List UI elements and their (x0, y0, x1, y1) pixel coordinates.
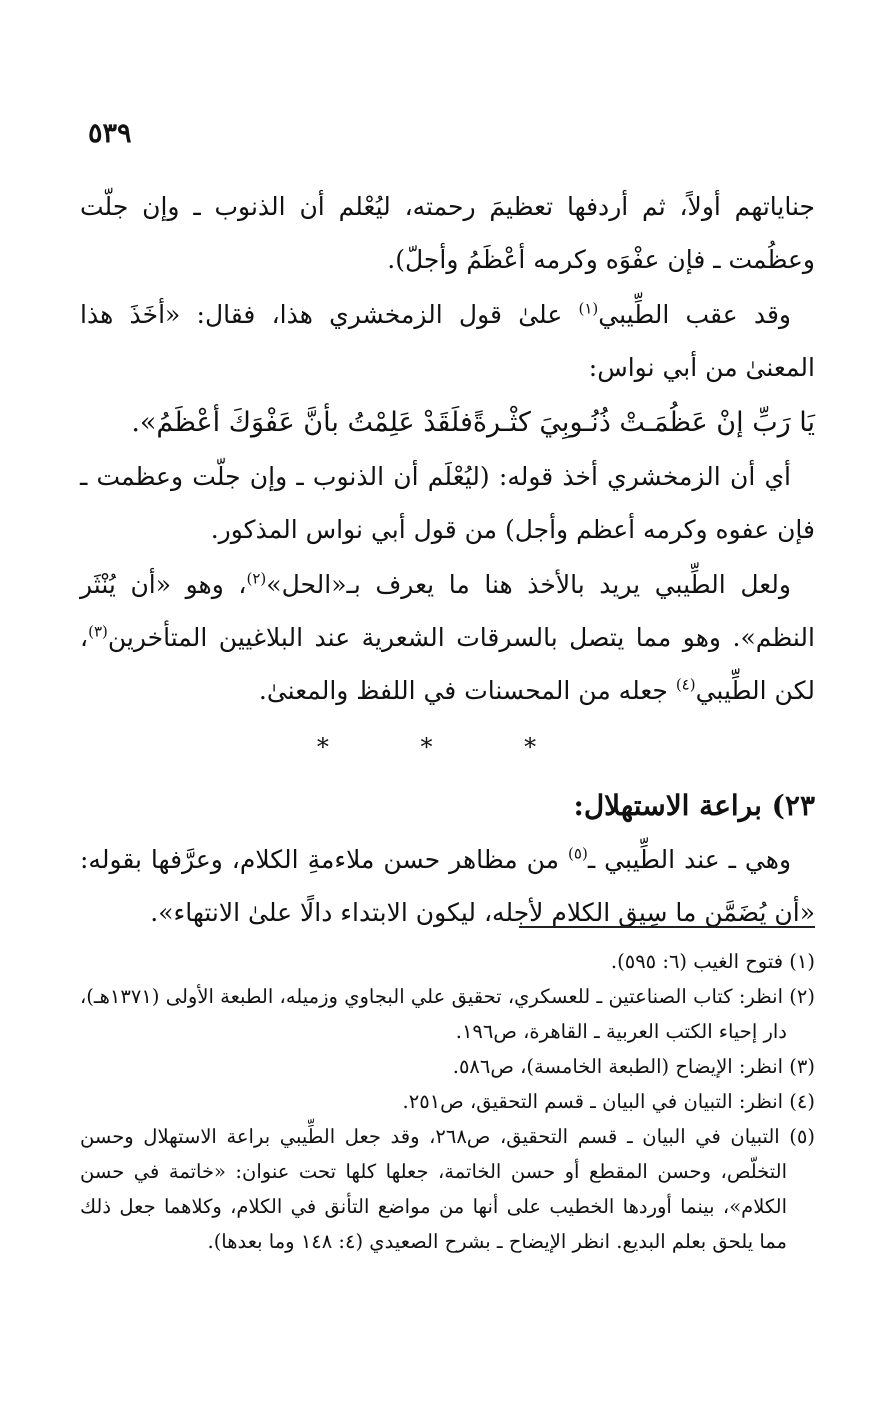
section-heading: ٢٣) براعة الاستهلال: (573, 789, 815, 822)
footnote-ref-5[interactable]: (٥) (568, 844, 588, 863)
paragraph-4-part-b: ، وهو «أن يُنْثَر النظم». وهو مما يتصل بالسرقات الشعرية عند البلاغيين المتأخرين (80, 570, 815, 652)
paragraph-2-start: وقد عقب الطِّيبي (598, 300, 791, 329)
paragraph-5-part-a: وهي ـ عند الطِّيبي ـ (587, 845, 792, 874)
book-page (80, 0, 815, 1401)
verse-first-hemistich: يَا رَبِّ إنْ عَظُمَـتْ ذُنُـوبِيَ كثْـرةً (472, 407, 815, 438)
paragraph-4-part-a: ولعل الطِّيبي يريد بالأخذ هنا ما يعرف بـ«الحل» (266, 570, 792, 599)
paragraph-4-part-d: جعله من المحسنات في اللفظ والمعنىٰ. (258, 676, 676, 705)
poetry-verse (80, 396, 815, 450)
footnote-ref-1[interactable]: (١) (578, 299, 599, 318)
paragraph-4-part-c: ، لكن الطِّيبي (80, 623, 815, 705)
footnote-5: (٥) التبيان في البيان ـ قسم التحقيق، ص٢٦٨، وقد جعل الطِّيبي براعة الاستهلال وحسن التخلّص، وحسن المقطع أو حسن الخاتمة، جعلها كلها تحت عنوان: «خاتمة في حسن الكلام»، بينما أوردها الخطيب على أنها من مواضع التأنق في الكلام، وكلاهما جعل ذلك مما يلحق بعلم البديع. انظر الإيضاح ـ بشرح الصعيدي (٤: ١٤٨ وما بعدها). (80, 1125, 815, 1253)
footnote-1: (١) فتوح الغيب (٦: ٥٩٥). (610, 950, 815, 973)
section-separator: * * * (316, 733, 579, 761)
paragraph-1-line-2: عفْوَه وكرمه أعْظَمُ وأجلّ). (387, 245, 660, 274)
main-text (80, 180, 815, 941)
paragraph-3: أي أن الزمخشري أخذ قوله: (ليُعْلَم أن الذنوب ـ وإن جلّت وعظمت ـ فإن عفوه وكرمه أعظم وأجل) من قول أبي نواس المذكور. (80, 462, 815, 544)
paragraph-5 (80, 833, 815, 939)
footnote-divider (519, 926, 815, 928)
footnote-3: (٣) انظر: الإيضاح (الطبعة الخامسة)، ص٥٨٦. (452, 1055, 815, 1078)
page-number: ٥٣٩ (88, 118, 132, 149)
footnote-4: (٤) انظر: التبيان في البيان ـ قسم التحقيق، ص٢٥١. (402, 1090, 815, 1113)
paragraph-4 (80, 558, 815, 717)
footnote-2: (٢) انظر: كتاب الصناعتين ـ للعسكري، تحقيق علي البجاوي وزميله، الطبعة الأولى (١٣٧١هـ)، دار إحياء الكتب العربية ـ القاهرة، ص١٩٦. (80, 985, 815, 1043)
footnote-ref-4[interactable]: (٤) (675, 675, 696, 694)
verse-second-hemistich: فلَقَدْ عَلِمْتُ بأنَّ عَفْوَكَ أعْظَمُ». (131, 407, 473, 438)
paragraph-5-part-b: من مظاهر حسن ملاءمةِ الكلام، وعرَّفها بقوله: «أن يُضَمَّن ما سِيق الكلام لأجله، ليكون الابتداء دالًا علىٰ الانتهاء». (80, 845, 815, 927)
footnote-ref-2[interactable]: (٢) (246, 569, 267, 588)
paragraph-2-rest: علىٰ قول الزمخشري هذا، فقال: «أخَذَ هذا المعنىٰ من أبي نواس: (80, 300, 815, 382)
footnote-ref-3[interactable]: (٣) (88, 622, 108, 641)
footnotes (80, 944, 815, 1259)
paragraph-2 (80, 288, 815, 394)
paragraph-1 (80, 180, 815, 286)
paragraph-1-line-1: جناياتهم أولاً، ثم أردفها تعظيمَ رحمته، ليُعْلم أن الذنوب ـ وإن جلّت وعظُمت ـ فإن (80, 192, 815, 274)
